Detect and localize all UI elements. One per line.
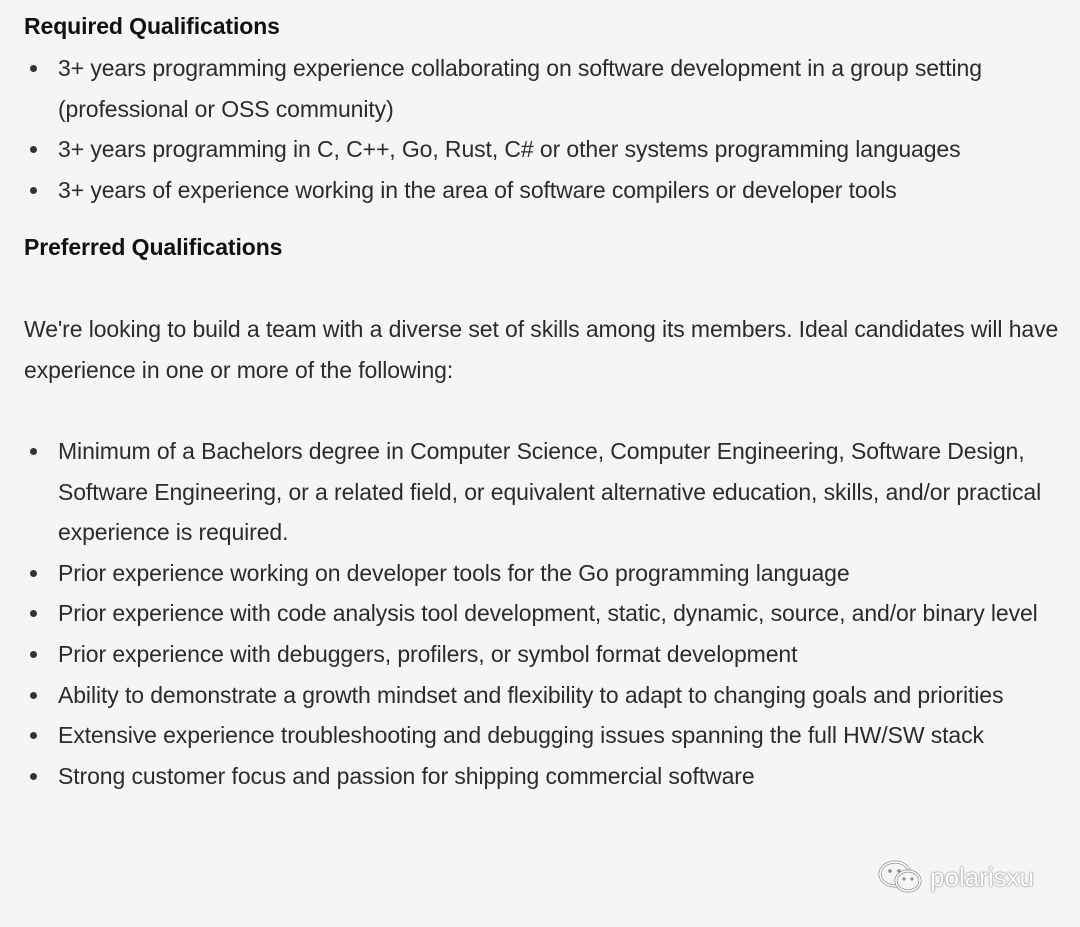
bullet-icon (30, 448, 37, 455)
list-item (24, 553, 1074, 594)
list-item (24, 170, 1074, 211)
watermark (878, 860, 1034, 894)
required-qualifications-list (24, 48, 1074, 210)
list-item-text: Extensive experience troubleshooting and debugging issues spanning the full HW/SW stack (58, 722, 984, 749)
list-item-text: Strong customer focus and passion for shipping commercial software (58, 762, 755, 789)
preferred-qualifications-list (24, 431, 1074, 796)
list-item (24, 593, 1074, 634)
list-item-text: 3+ years programming in C, C++, Go, Rust, C# or other systems programming languages (58, 136, 961, 163)
bullet-icon (30, 732, 37, 739)
preferred-intro-paragraph: We're looking to build a team with a diverse set of skills among its members. Ideal candidates will have experience in one or more of the following: (24, 316, 1059, 383)
list-item-text: Minimum of a Bachelors degree in Computer Science, Computer Engineering, Software Design, Software Engineering, or a related field, or equivalent alternative education, skills, and/or practical experience is required. (58, 438, 1042, 546)
list-item-text: Prior experience with debuggers, profilers, or symbol format development (58, 640, 798, 667)
list-item (24, 715, 1074, 756)
bullet-icon (30, 146, 37, 153)
list-item (24, 675, 1074, 716)
list-item (24, 634, 1074, 675)
list-item (24, 48, 1074, 129)
bullet-icon (30, 65, 37, 72)
bullet-icon (30, 651, 37, 658)
preferred-qualifications-heading: Preferred Qualifications (24, 234, 283, 260)
list-item-text: Prior experience working on developer tools for the Go programming language (58, 559, 850, 586)
list-item (24, 129, 1074, 170)
bullet-icon (30, 570, 37, 577)
bullet-icon (30, 187, 37, 194)
list-item-text: 3+ years programming experience collaborating on software development in a group setting (professional or OSS community) (58, 55, 982, 122)
list-item (24, 756, 1074, 797)
bullet-icon (30, 692, 37, 699)
bullet-icon (30, 610, 37, 617)
list-item-text: Prior experience with code analysis tool development, static, dynamic, source, and/or binary level (58, 600, 1038, 627)
watermark-text: polarisxu (930, 861, 1035, 892)
required-qualifications-heading: Required Qualifications (24, 13, 280, 39)
bullet-icon (30, 773, 37, 780)
wechat-icon (878, 860, 924, 894)
list-item (24, 431, 1074, 553)
list-item-text: 3+ years of experience working in the area of software compilers or developer tools (58, 176, 897, 203)
list-item-text: Ability to demonstrate a growth mindset and flexibility to adapt to changing goals and priorities (58, 681, 1004, 708)
